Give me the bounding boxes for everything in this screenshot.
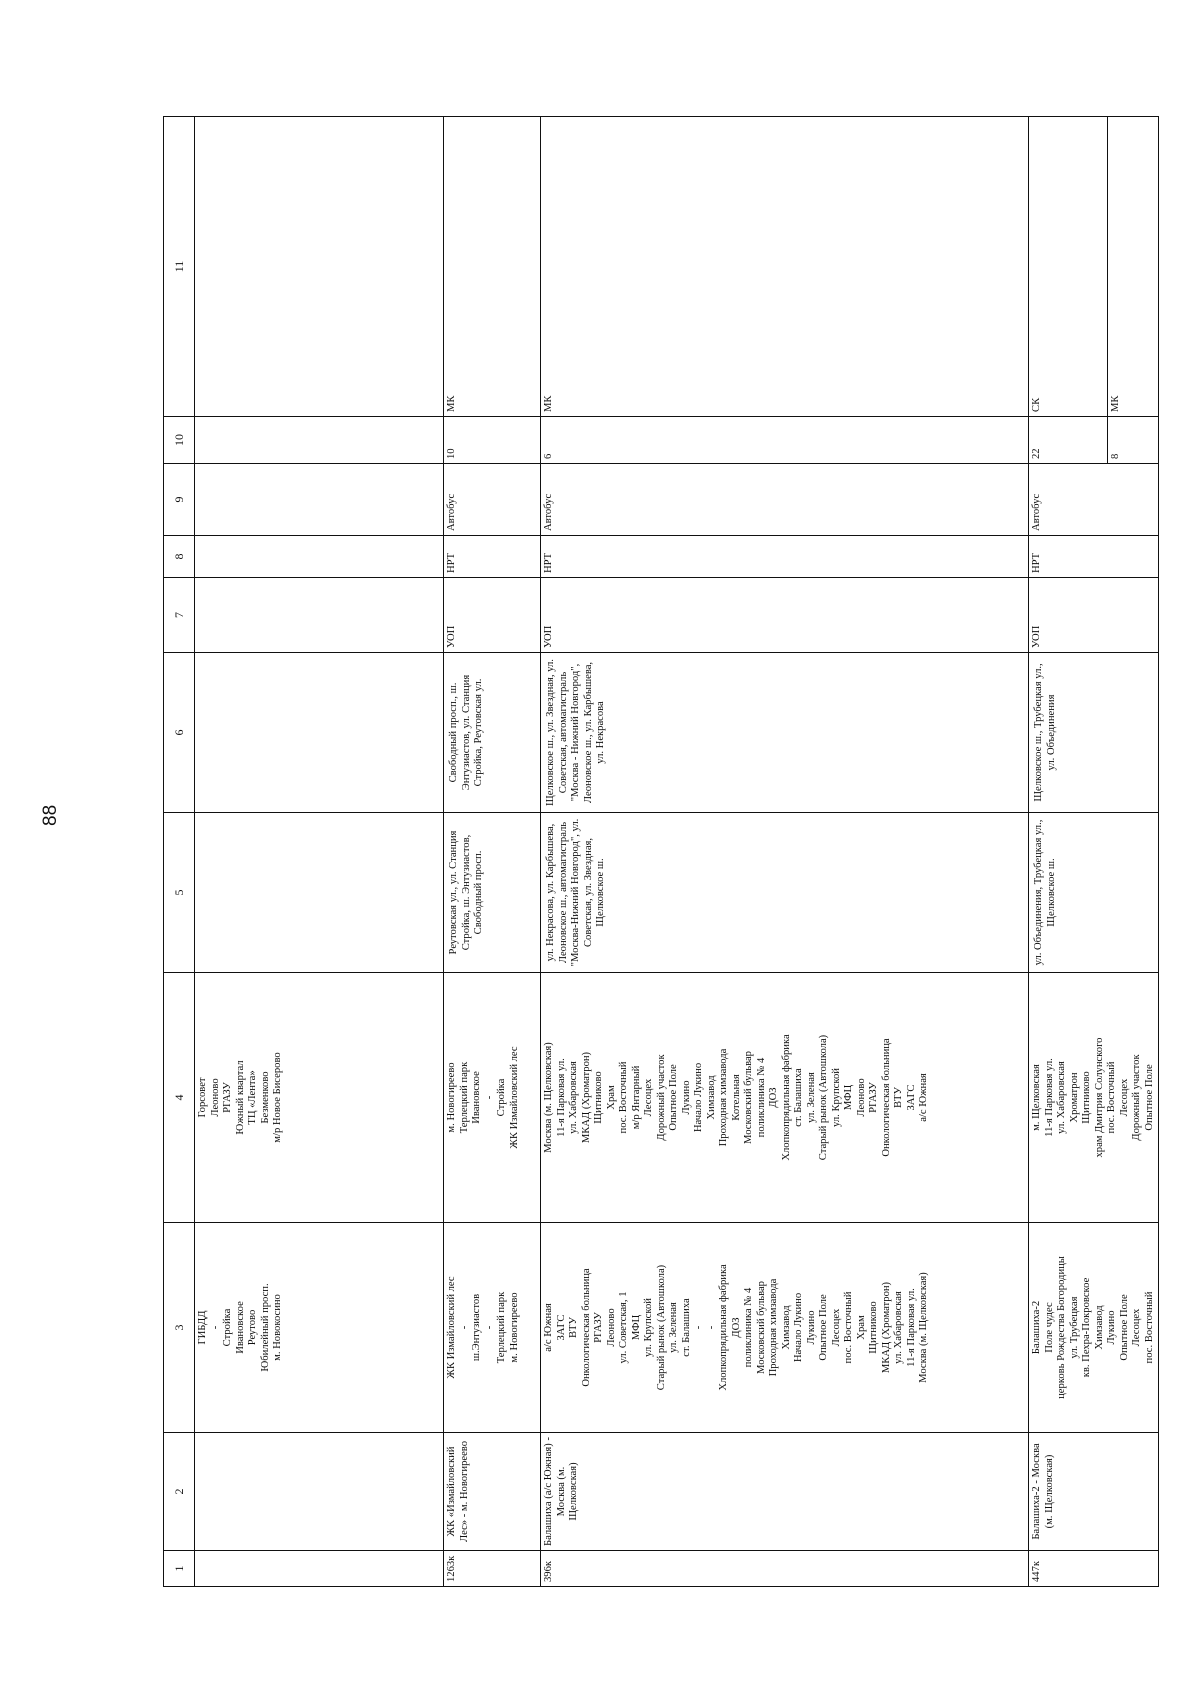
stops-forward-cell (444, 1223, 541, 1433)
stop-name: РГАЗУ (222, 1082, 233, 1113)
stop-name: Московский бульвар (755, 1281, 767, 1374)
stop-name: 11-я Парковая ул. (905, 1288, 917, 1367)
stop-name: - (705, 1325, 717, 1330)
streets-forward-cell: ул. Некрасова, ул. Карбышева, Леоновское ш., автомагистраль "Москва-Нижний Новгород", ул. Советская, ул. Звездная, Щелковское ш. (541, 813, 1029, 973)
stop-name: ГИБДД (197, 1310, 208, 1345)
stop-name: - (483, 1325, 495, 1330)
stop-name: поликлиника № 4 (743, 1287, 754, 1368)
stop-name: Стройка (496, 1078, 507, 1117)
stop-name: ВТУ (568, 1317, 579, 1338)
stop-name: МКАД (Хроматрон) (580, 1051, 592, 1144)
stop-name: ДОЗ (768, 1087, 779, 1108)
header-row (164, 117, 195, 1587)
stop-name: Ивановское (234, 1301, 246, 1354)
stop-name: Лукино (1106, 1310, 1117, 1345)
stops-backward-cell (444, 973, 541, 1223)
streets-backward-cell (195, 653, 444, 813)
stop-name: Щитниково (593, 1071, 604, 1124)
stop-name: Лесоцех (643, 1078, 654, 1117)
header-col-10: 10 (164, 417, 195, 464)
stop-name: ЗАГС (555, 1314, 567, 1341)
vehicle-class-cell (195, 117, 444, 417)
stop-name: ул. Советская, 1 (618, 1291, 629, 1364)
stop-name: Безменково (259, 1071, 271, 1124)
stop-name: ДОЗ (730, 1317, 742, 1338)
header-col-7: 7 (164, 578, 195, 653)
tariff-cell: НРТ (541, 536, 1029, 578)
stop-name: м. Новогиреево (508, 1292, 520, 1363)
streets-backward-cell: Свободный просп., ш. Энтузиастов, ул. Станция Стройка, Реутовская ул. (444, 653, 541, 813)
stop-name: пос. Восточный (618, 1061, 629, 1134)
vehicle-count-value-secondary: 8 (1110, 453, 1121, 459)
stop-name: Терлецкий парк (458, 1061, 470, 1134)
stop-name: ул. Зеленая (805, 1072, 817, 1123)
stop-name: ул. Крупской (643, 1298, 654, 1357)
stop-mode-cell (195, 578, 444, 653)
stop-name: Ивановское (471, 1071, 482, 1124)
stop-mode-cell: УОП (444, 578, 541, 653)
stop-name: Храм (855, 1315, 867, 1340)
stop-name: Дорожный участок (1131, 1054, 1142, 1141)
stop-name: Московский бульвар (743, 1051, 754, 1144)
stop-name: пос. Восточный (1143, 1291, 1155, 1364)
vehicle-type-cell: Автобус (1029, 464, 1159, 536)
stop-name: Котельная (730, 1074, 742, 1121)
stops-backward-cell (195, 973, 444, 1223)
stops-backward-cell (1029, 973, 1159, 1223)
stop-name: Щитниково (1081, 1071, 1092, 1124)
stop-name: Лесоцех (1131, 1308, 1142, 1347)
vehicle-type-cell: Автобус (444, 464, 541, 536)
vehicle-type-cell (195, 464, 444, 536)
header-col-8: 8 (164, 536, 195, 578)
stop-name: м/р Новое Бисерово (272, 1052, 283, 1143)
stop-name: а/с Южная (918, 1073, 929, 1122)
stop-name: Москва (м. Щелковская) (918, 1272, 929, 1383)
table-row (1029, 117, 1159, 1587)
stop-name: Стройка (222, 1308, 233, 1347)
header-col-5: 5 (164, 813, 195, 973)
streets-forward-cell (195, 813, 444, 973)
stop-name: ст. Балашиха (793, 1068, 804, 1127)
stop-name: - (693, 1325, 704, 1330)
header-col-9: 9 (164, 464, 195, 536)
stop-name: церковь Рождества Богородицы (1056, 1256, 1067, 1399)
stop-name: Лесоцех (830, 1308, 842, 1347)
tariff-cell: НРТ (1029, 536, 1159, 578)
stop-name: Опытное Поле (1143, 1064, 1155, 1131)
stop-name: Лукино (680, 1080, 692, 1115)
vehicle-class-cell: МК (541, 117, 1029, 417)
stop-name: Дорожный участок (655, 1054, 667, 1141)
stop-name: Москва (м. Щелковская) (543, 1042, 554, 1153)
stop-name: пос. Восточный (1106, 1061, 1117, 1134)
table-row (195, 117, 444, 1587)
route-name-cell (195, 1433, 444, 1551)
stops-forward-cell (195, 1223, 444, 1433)
vehicle-class-value-secondary: МК (1110, 395, 1121, 412)
stop-name: Химзавод (780, 1305, 792, 1350)
stop-name: ул. Крупской (830, 1068, 842, 1127)
stop-name: Начало Лукино (793, 1292, 804, 1363)
stop-name: Опытное Поле (1118, 1294, 1130, 1361)
streets-backward-cell: Щелковское ш., ул. Звездная, ул. Советская, автомагистраль "Москва - Нижний Новгород", Леоновское ш., ул. Карбышева, ул. Некрасова (541, 653, 1029, 813)
vehicle-class-cell (1029, 117, 1159, 417)
streets-forward-cell: ул. Объединения, Трубецкая ул., Щелковское ш. (1029, 813, 1159, 973)
stop-name: Опытное Поле (668, 1064, 679, 1131)
vehicle-count-value: 22 (1029, 417, 1108, 463)
stop-name: Балашиха-2 (1031, 1300, 1042, 1355)
stop-name: Поле чудес (1043, 1302, 1055, 1353)
table-row (541, 117, 1029, 1587)
route-name-cell: Балашиха (а/с Южная) - Москва (м. Щелковская) (541, 1433, 1029, 1551)
stop-name: Химзавод (1093, 1305, 1105, 1350)
stop-name: РГАЗУ (593, 1312, 604, 1343)
stop-name: - (209, 1325, 221, 1330)
stop-name: Горсовет (197, 1077, 208, 1118)
page-number: 88 (40, 804, 61, 826)
rotated-table-container (163, 117, 1155, 1587)
stop-name: ул. Хабаровская (568, 1061, 579, 1134)
stop-name: ЖК Измайловский лес (508, 1046, 520, 1149)
vehicle-count-cell: 6 (541, 417, 1029, 464)
stops-forward-cell (541, 1223, 1029, 1433)
vehicle-type-cell: Автобус (541, 464, 1029, 536)
route-name-cell: Балашиха-2 - Москва (м. Щелковская) (1029, 1433, 1159, 1551)
stop-name: кв. Пехра-Покровское (1081, 1277, 1092, 1378)
stop-name: ЖК Измайловский лес (446, 1276, 457, 1379)
stop-name: Проходная химзавода (768, 1278, 779, 1377)
stop-name: Опытное Поле (818, 1294, 829, 1361)
header-col-3: 3 (164, 1223, 195, 1433)
stop-name: Терлецкий парк (496, 1291, 507, 1364)
route-number-cell: 1263к (444, 1551, 541, 1587)
stop-name: ул. Трубецкая (1068, 1296, 1080, 1359)
stop-name: ул. Зеленая (668, 1302, 679, 1353)
stop-name: Южный квартал (234, 1060, 246, 1135)
header-col-11: 11 (164, 117, 195, 417)
table-row (444, 117, 541, 1587)
stop-name: Онкологическая больница (580, 1268, 592, 1387)
stop-name: Хлопкопрядильная фабрика (780, 1034, 792, 1161)
vehicle-class-cell: МК (444, 117, 541, 417)
header-col-2: 2 (164, 1433, 195, 1551)
stop-name: 11-я Парковая ул. (1043, 1058, 1055, 1137)
route-number-cell: 396к (541, 1551, 1029, 1587)
stop-name: ст. Балашиха (680, 1298, 692, 1357)
stop-name: Старый рынок (Автошкола) (655, 1264, 667, 1391)
stop-name: Храм (605, 1085, 617, 1110)
stop-name: Онкологическая больница (880, 1038, 892, 1157)
stop-name: МКАД (Хроматрон) (880, 1281, 892, 1374)
route-number-cell: 447к (1029, 1551, 1159, 1587)
stop-mode-cell: УОП (541, 578, 1029, 653)
stop-name: Реутово (247, 1309, 258, 1346)
stop-name: 11-я Парковая ул. (555, 1058, 567, 1137)
stop-name: ул. Хабаровская (1056, 1061, 1067, 1134)
stop-mode-cell: УОП (1029, 578, 1159, 653)
stop-name: МФЦ (843, 1084, 854, 1111)
stop-name: м. Щелковская (1031, 1064, 1042, 1131)
stop-name: - (458, 1325, 470, 1330)
stop-name: м/р Янтарный (630, 1065, 642, 1130)
stop-name: Хроматрон (1068, 1072, 1080, 1123)
route-table (163, 116, 1159, 1587)
stop-name: ТЦ «Лента» (247, 1070, 258, 1125)
stop-name: Леоново (855, 1078, 867, 1117)
stop-name: Проходная химзавода (718, 1048, 729, 1147)
stops-backward-cell (541, 973, 1029, 1223)
vehicle-count-cell (1029, 417, 1159, 464)
stop-name: ул. Хабаровская (893, 1291, 904, 1364)
streets-forward-cell: Реутовская ул., ул. Станция Стройка, ш. Энтузиастов, Свободный просп. (444, 813, 541, 973)
route-number-cell (195, 1551, 444, 1587)
stop-name: Старый рынок (Автошкола) (818, 1034, 829, 1161)
stop-name: пос. Восточный (843, 1291, 854, 1364)
stop-name: РГАЗУ (868, 1082, 879, 1113)
stop-name: ВТУ (893, 1087, 904, 1108)
streets-backward-cell: Щелковское ш., Трубецкая ул., ул. Объединения (1029, 653, 1159, 813)
stop-name: ЗАГС (905, 1084, 917, 1111)
header-col-4: 4 (164, 973, 195, 1223)
stop-name: МФЦ (630, 1314, 642, 1341)
route-name-cell: ЖК «Измайловский Лес» - м. Новогиреево (444, 1433, 541, 1551)
stops-forward-cell (1029, 1223, 1159, 1433)
header-col-6: 6 (164, 653, 195, 813)
vehicle-count-cell (195, 417, 444, 464)
header-col-1: 1 (164, 1551, 195, 1587)
stop-name: поликлиника № 4 (755, 1057, 767, 1138)
stop-name: Щитниково (868, 1301, 879, 1354)
stop-name: Начало Лукино (693, 1062, 704, 1133)
stop-name: храм Дмитрия Солунского (1093, 1037, 1105, 1158)
stop-name: м. Новогиреево (446, 1062, 457, 1133)
stop-name: Леоново (605, 1308, 617, 1347)
stop-name: м. Новокосино (272, 1294, 283, 1361)
stop-name: Лукино (805, 1310, 817, 1345)
stop-name: Леоново (209, 1078, 221, 1117)
stop-name: - (483, 1095, 495, 1100)
tariff-cell (195, 536, 444, 578)
stop-name: Юбилейный просп. (259, 1283, 271, 1372)
stop-name: Химзавод (705, 1075, 717, 1120)
vehicle-class-value: СК (1029, 117, 1108, 416)
stop-name: Хлопкопрядильная фабрика (718, 1264, 729, 1391)
tariff-cell: НРТ (444, 536, 541, 578)
vehicle-count-cell: 10 (444, 417, 541, 464)
stop-name: а/с Южная (543, 1303, 554, 1352)
stop-name: Лесоцех (1118, 1078, 1130, 1117)
stop-name: ш.Энтузиастов (471, 1293, 482, 1362)
